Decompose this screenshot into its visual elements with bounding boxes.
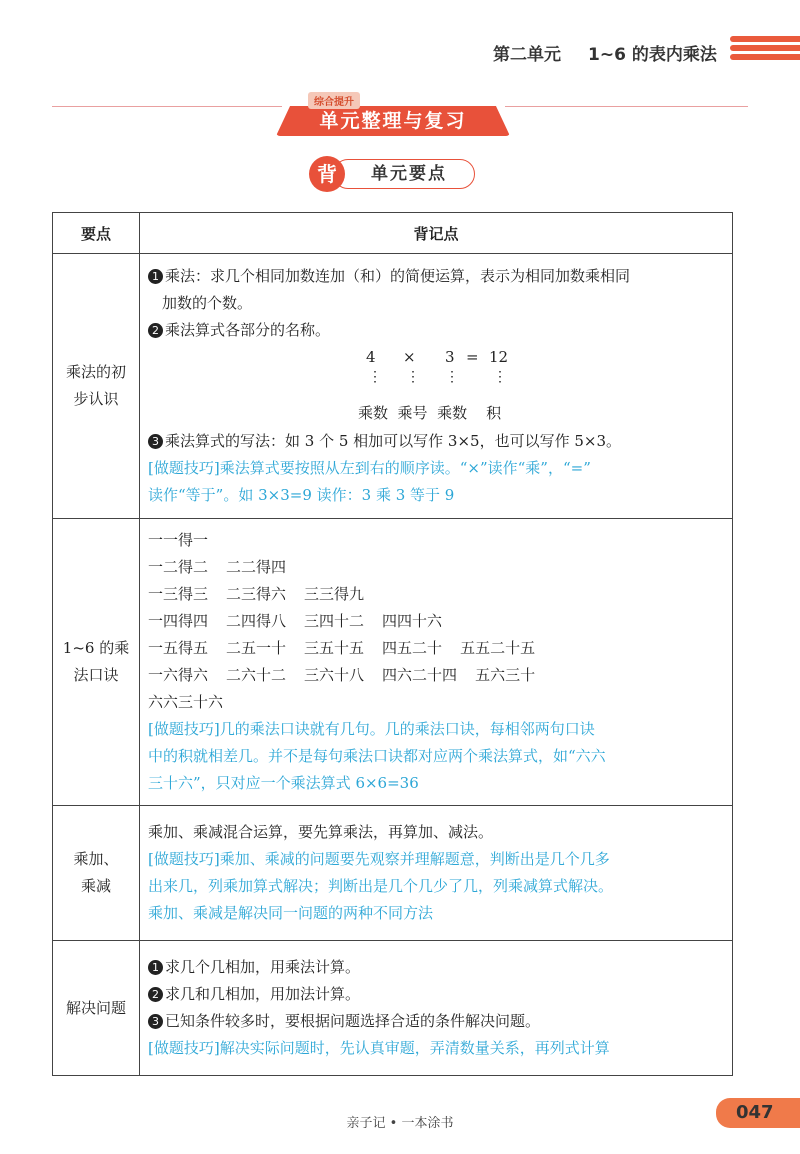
topic-text: 解决问题 bbox=[65, 998, 126, 1017]
number-badge: 1 bbox=[148, 960, 163, 975]
tip-text: 出来几，列乘加算式解决；判断出是几个几少了几，列乘减算式解决。 bbox=[148, 877, 614, 895]
table-row bbox=[53, 254, 733, 519]
rhyme-row bbox=[148, 527, 722, 554]
vertical-dots: ⋮ bbox=[445, 369, 459, 385]
tip-text: 读作“等于”。如 3×3=9 读作：3 乘 3 等于 9 bbox=[148, 486, 455, 504]
tip-text: 中的积就相差几。并不是每句乘法口诀都对应两个乘法算式，如“六六 bbox=[148, 747, 606, 765]
topic-text: 法口诀 bbox=[73, 666, 119, 684]
point-text: 求几和几相加，用加法计算。 bbox=[165, 985, 361, 1003]
table-row bbox=[53, 941, 733, 1076]
rhyme: 一六得六 bbox=[148, 666, 209, 684]
tip-label: [做题技巧] bbox=[148, 720, 220, 738]
rhyme: 二四得八 bbox=[226, 612, 287, 630]
rhyme: 四六二十四 bbox=[382, 666, 458, 684]
vertical-dots: ⋮ bbox=[368, 369, 382, 385]
formula-diagram bbox=[148, 344, 722, 428]
point-text: 乘法算式各部分的名称。 bbox=[165, 321, 331, 339]
page-number: 047 bbox=[716, 1098, 800, 1128]
number-badge: 2 bbox=[148, 987, 163, 1002]
tip-text: 几的乘法口诀就有几句。几的乘法口诀，每相邻两句口诀 bbox=[219, 720, 595, 738]
topic-text: 乘减 bbox=[80, 877, 111, 895]
point-text: 乘加、乘减混合运算，要先算乘法，再算加、减法。 bbox=[148, 823, 494, 841]
topic-text: 乘加、 bbox=[73, 850, 119, 868]
content-cell bbox=[140, 519, 733, 806]
rhyme-row bbox=[148, 662, 722, 689]
rhyme: 二二得四 bbox=[226, 558, 287, 576]
table-header-row bbox=[53, 213, 733, 254]
tip-label: [做题技巧] bbox=[148, 850, 220, 868]
rhyme: 二五一十 bbox=[226, 639, 287, 657]
divider-left bbox=[52, 106, 282, 107]
content-cell bbox=[140, 806, 733, 941]
point-text: 求几个几相加，用乘法计算。 bbox=[165, 958, 361, 976]
rhyme-row bbox=[148, 635, 722, 662]
tip-label: [做题技巧] bbox=[148, 1039, 220, 1057]
rhyme: 三五十五 bbox=[304, 639, 365, 657]
number-badge: 1 bbox=[148, 269, 163, 284]
summary-table bbox=[52, 212, 733, 1076]
tip-label: [做题技巧] bbox=[148, 459, 220, 477]
vertical-dots: ⋮ bbox=[406, 369, 420, 385]
rhyme: 一二得二 bbox=[148, 558, 209, 576]
formula-factor-a: 4 bbox=[366, 348, 376, 366]
formula-factor-b: 3 bbox=[445, 348, 455, 366]
rhyme: 二三得六 bbox=[226, 585, 287, 603]
footer-brand: 亲子记 • 一本涂书 bbox=[346, 1116, 454, 1131]
rhyme: 一四得四 bbox=[148, 612, 209, 630]
rhyme: 五五二十五 bbox=[460, 639, 536, 657]
rhyme: 四四十六 bbox=[382, 612, 443, 630]
vertical-dots: ⋮ bbox=[493, 369, 507, 385]
topic-text: 1~6 的乘 bbox=[62, 639, 130, 657]
table-row bbox=[53, 806, 733, 941]
rhyme: 三六十八 bbox=[304, 666, 365, 684]
point-text: 加数的个数。 bbox=[162, 294, 253, 312]
topic-cell bbox=[53, 806, 140, 941]
section-tag: 综合提升 bbox=[308, 92, 360, 109]
header-decoration bbox=[730, 36, 800, 62]
rhyme-row bbox=[148, 689, 722, 716]
point-text: 乘法算式的写法：如 3 个 5 相加可以写作 3×5，也可以写作 5×3。 bbox=[165, 432, 622, 450]
unit-label: 第二单元 bbox=[493, 45, 561, 65]
memorize-icon: 背 bbox=[309, 156, 345, 192]
number-badge: 3 bbox=[148, 1014, 163, 1029]
formula-product: 12 bbox=[489, 348, 509, 366]
topic-cell bbox=[53, 254, 140, 519]
rhyme: 二六十二 bbox=[226, 666, 287, 684]
rhyme: 三三得九 bbox=[304, 585, 365, 603]
formula-equals: = bbox=[466, 348, 479, 366]
tip-text: 三十六”，只对应一个乘法算式 6×6=36 bbox=[148, 774, 419, 792]
topic-text: 步认识 bbox=[73, 390, 119, 408]
header-topic: 要点 bbox=[53, 213, 140, 254]
table-row bbox=[53, 519, 733, 806]
keypoint-label: 单元要点 bbox=[371, 164, 447, 184]
rhyme: 六六三十六 bbox=[148, 693, 224, 711]
point-text: 已知条件较多时，要根据问题选择合适的条件解决问题。 bbox=[165, 1012, 541, 1030]
topic-cell bbox=[53, 519, 140, 806]
tip-text: 乘加、乘减是解决同一问题的两种不同方法 bbox=[148, 904, 434, 922]
divider-right bbox=[505, 106, 748, 107]
section-banner bbox=[276, 92, 510, 138]
formula-part-labels: 乘数 乘号 乘数 积 bbox=[358, 404, 502, 422]
rhyme: 五六三十 bbox=[475, 666, 536, 684]
formula-times: × bbox=[403, 348, 416, 366]
content-cell bbox=[140, 254, 733, 519]
tip-text: 解决实际问题时，先认真审题，弄清数量关系，再列式计算 bbox=[219, 1039, 610, 1057]
topic-text: 乘法的初 bbox=[65, 363, 126, 381]
number-badge: 2 bbox=[148, 323, 163, 338]
rhyme: 三四十二 bbox=[304, 612, 365, 630]
keypoint-heading bbox=[309, 156, 475, 192]
topic-cell bbox=[53, 941, 140, 1076]
point-text: 乘法：求几个相同加数连加（和）的简便运算，表示为相同加数乘相同 bbox=[165, 267, 631, 285]
tip-text: 乘加、乘减的问题要先观察并理解题意，判断出是几个几多 bbox=[219, 850, 610, 868]
rhyme: 一一得一 bbox=[148, 531, 209, 549]
number-badge: 3 bbox=[148, 434, 163, 449]
content-cell bbox=[140, 941, 733, 1076]
rhyme: 一三得三 bbox=[148, 585, 209, 603]
chapter-title: 1~6 的表内乘法 bbox=[588, 45, 717, 65]
rhyme-row bbox=[148, 608, 722, 635]
header-memo: 背记点 bbox=[140, 213, 733, 254]
rhyme: 四五二十 bbox=[382, 639, 443, 657]
rhyme-row bbox=[148, 581, 722, 608]
rhyme: 一五得五 bbox=[148, 639, 209, 657]
section-title: 单元整理与复习 bbox=[319, 110, 467, 132]
tip-text: 乘法算式要按照从左到右的顺序读。“×”读作“乘”，“=” bbox=[219, 459, 591, 477]
rhyme-row bbox=[148, 554, 722, 581]
